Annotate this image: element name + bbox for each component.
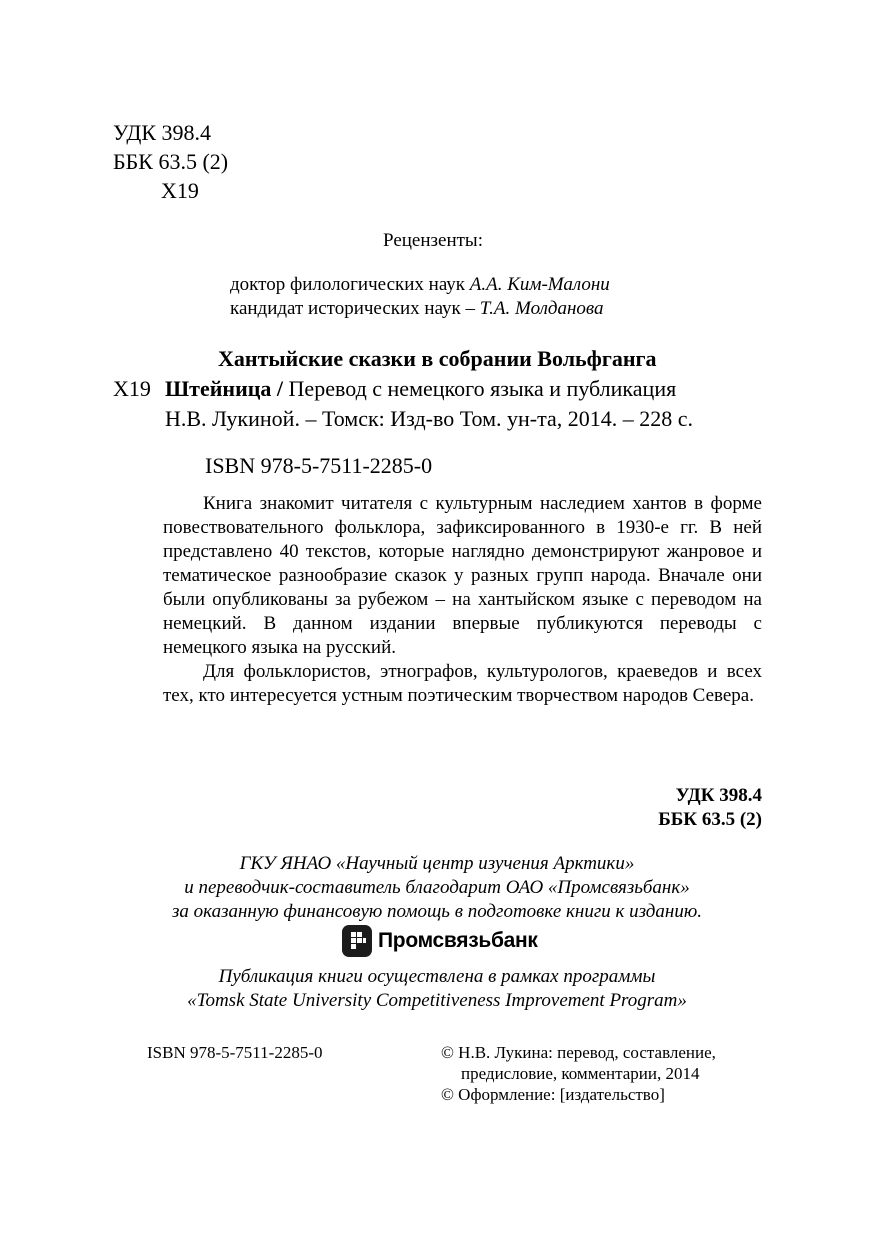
reviewer-2-name: Т.А. Молданова [479, 298, 604, 319]
bottom-isbn: ISBN 978-5-7511-2285-0 [147, 1043, 323, 1062]
annotation-paragraph-2: Для фольклористов, этнографов, культурологов, краеведов и всех тех, кто интересуется устным поэтическим творчеством народов Севера. [163, 661, 762, 706]
bank-logo [342, 923, 538, 959]
reviewer-1-degree: доктор филологических наук [230, 274, 466, 295]
acknowledgement-line-3: за оказанную финансовую помощь в подготовке книги к изданию. [172, 901, 702, 922]
bank-logo-icon [342, 925, 372, 957]
acknowledgement-line-1: ГКУ ЯНАО «Научный центр изучения Арктики» [239, 853, 635, 874]
reviewer-2-degree: кандидат исторических наук – [230, 298, 476, 319]
copyright-translator-line-1: © Н.В. Лукина: перевод, составление, [441, 1043, 716, 1062]
acknowledgement-line-2: и переводчик-составитель благодарит ОАО «Промсвязьбанк» [184, 877, 690, 898]
footer-udk-code: УДК 398.4 [675, 785, 762, 806]
bib-sign: Х19 [113, 376, 151, 401]
footer-bbk-code: ББК 63.5 (2) [658, 809, 762, 830]
reviewer-1 [230, 273, 610, 297]
author-sign: Х19 [161, 178, 199, 203]
reviewer-1-name: А.А. Ким-Малони [469, 274, 610, 295]
book-title-author: Штейница / [165, 376, 284, 401]
annotation-paragraph-1: Книга знакомит читателя с культурным наследием хантов в форме повествовательного фольклора, зафиксированного в 1930-е гг. В ней представлено 40 текстов, которые наглядно демонстрируют жанровое и тематическое разнообразие сказок у разных групп народа. Вначале они были опубликованы за рубежом – на хантыйском языке с переводом на немецкий. В данном издании впервые публикуются переводы с немецкого языка на русский. [163, 493, 762, 658]
program-line-1: Публикация книги осуществлена в рамках программы [218, 966, 656, 987]
bbk-code: ББК 63.5 (2) [113, 149, 229, 174]
reviewer-2 [230, 297, 604, 321]
reviewers-heading: Рецензенты: [383, 230, 483, 251]
copyright-translator-line-2: предисловие, комментарии, 2014 [461, 1064, 700, 1083]
copyright-design: © Оформление: [издательство] [441, 1085, 665, 1104]
bank-name: Промсвязьбанк [378, 929, 538, 952]
bib-imprint: Н.В. Лукиной. – Томск: Изд-во Том. ун-та, 2014. – 228 с. [165, 406, 694, 431]
book-title-line-1: Хантыйские сказки в собрании Вольфганга [218, 346, 657, 371]
book-title-line-2 [165, 375, 676, 403]
program-line-2: «Tomsk State University Competitiveness Improvement Program» [187, 990, 687, 1011]
book-title-subtitle: Перевод с немецкого языка и публикация [283, 376, 677, 401]
annotation [163, 492, 762, 708]
bib-isbn: ISBN 978-5-7511-2285-0 [205, 453, 433, 478]
udk-code: УДК 398.4 [113, 120, 212, 145]
